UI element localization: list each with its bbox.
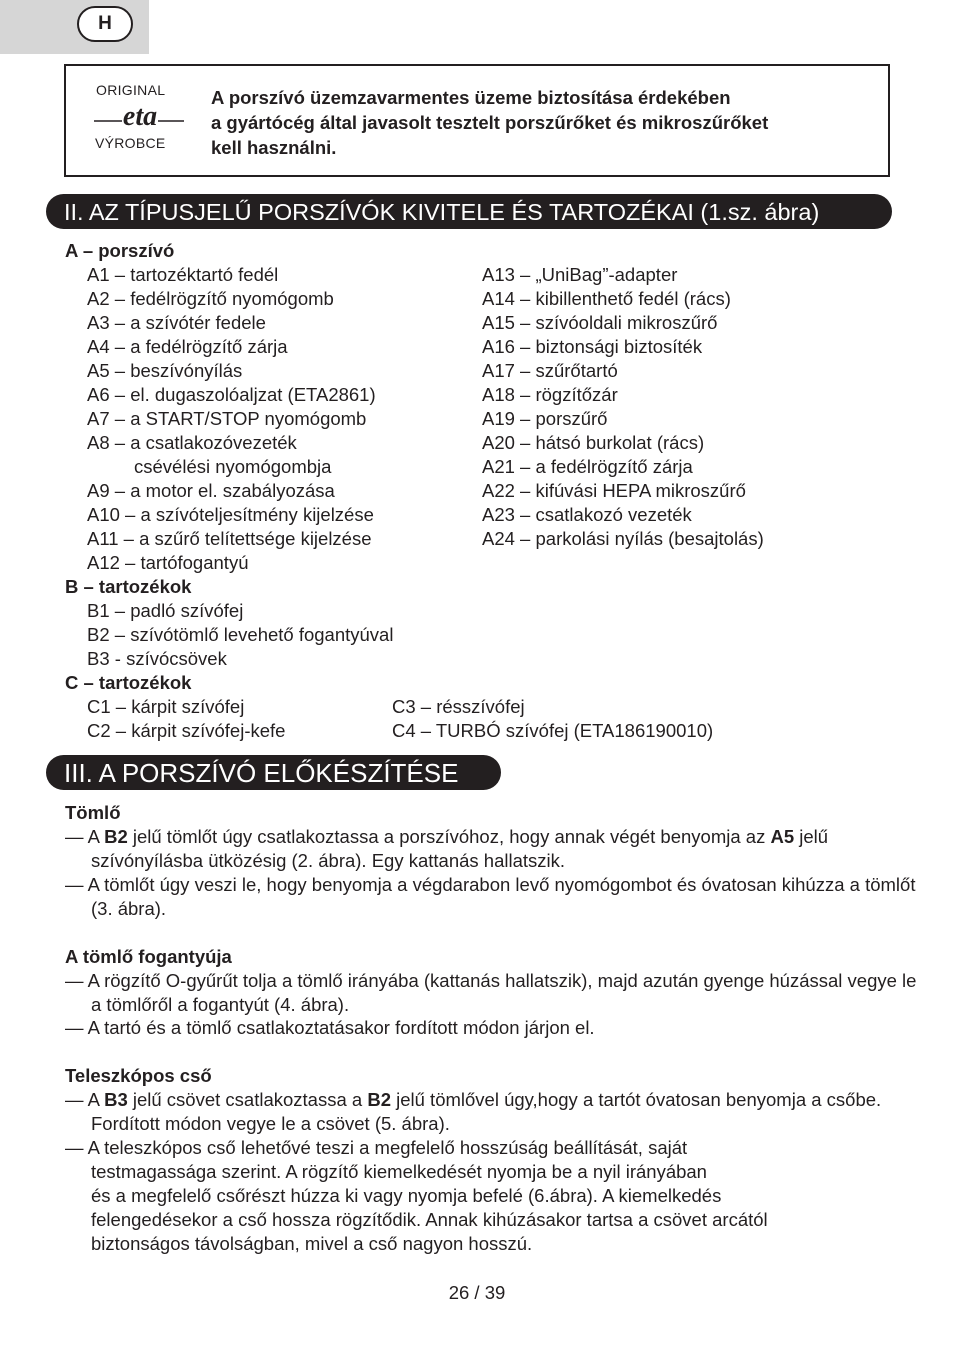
list-item: A2 – fedélrögzítő nyomógomb (87, 288, 334, 309)
list-item: A16 – biztonsági biztosíték (482, 336, 703, 357)
section-3-title: III. A PORSZÍVÓ ELŐKÉSZÍTÉSE (46, 755, 501, 790)
group-b-heading: B – tartozékok (65, 576, 192, 597)
list-item: A1 – tartozéktartó fedél (87, 264, 279, 285)
teleszkopos-heading: Teleszkópos cső (65, 1065, 212, 1086)
list-item: A19 – porszűrő (482, 408, 608, 429)
paragraph-line: biztonságos távolságban, mivel a cső nagyon hosszú. (91, 1233, 533, 1254)
notice-line: a gyártócég által javasolt tesztelt porszűrőket és mikroszűrőket (211, 112, 769, 133)
notice-text (211, 85, 871, 160)
group-c-heading: C – tartozékok (65, 672, 192, 693)
tomlo-heading: Tömlő (65, 802, 121, 823)
logo-vyrobce-text: VÝROBCE (95, 135, 166, 151)
section-2-title: II. AZ TÍPUSJELŰ PORSZÍVÓK KIVITELE ÉS TARTOZÉKAI (1.sz. ábra) (46, 194, 892, 229)
list-item: A12 – tartófogantyú (87, 552, 249, 573)
page-number: 26 / 39 (448, 1282, 506, 1303)
paragraph-line: — A teleszkópos cső lehetővé teszi a megfelelő hosszúság beállítását, saját (65, 1137, 688, 1158)
list-item: A22 – kifúvási HEPA mikroszűrő (482, 480, 746, 501)
list-item: A20 – hátsó burkolat (rács) (482, 432, 705, 453)
list-item: A9 – a motor el. szabályozása (87, 480, 335, 501)
list-item: C3 – résszívófej (392, 696, 525, 717)
logo-original-text: ORIGINAL (96, 82, 166, 98)
list-item: C1 – kárpit szívófej (87, 696, 245, 717)
list-item: A18 – rögzítőzár (482, 384, 618, 405)
list-item: B2 – szívótömlő levehető fogantyúval (87, 624, 394, 645)
list-item: C2 – kárpit szívófej-kefe (87, 720, 286, 741)
notice-box (64, 64, 890, 177)
list-item: A15 – szívóoldali mikroszűrő (482, 312, 718, 333)
list-item: A24 – parkolási nyílás (besajtolás) (482, 528, 764, 549)
language-tab (0, 0, 149, 54)
group-a-heading: A – porszívó (65, 240, 175, 261)
fogantyu-paragraph-2: — A tartó és a tömlő csatlakoztatásakor fordított módon járjon el. (65, 1017, 595, 1038)
language-badge: H (77, 6, 133, 42)
list-item: A14 – kibillenthető fedél (rács) (482, 288, 731, 309)
list-item: A13 – „UniBag”-adapter (482, 264, 678, 285)
teleszkopos-paragraph-1: — A B3 jelű csövet csatlakoztassa a B2 jelű tömlővel úgy,hogy a tartót óvatosan benyomja a csőbe. Fordított módon vegye le a csövet (5. ábra). (65, 1089, 882, 1134)
list-item: A10 – a szívóteljesítmény kijelzése (87, 504, 374, 525)
list-item: A11 – a szűrő telítettsége kijelzése (87, 528, 372, 549)
list-item: A21 – a fedélrögzítő zárja (482, 456, 693, 477)
list-item: A7 – a START/STOP nyomógomb (87, 408, 367, 429)
paragraph-line: és a megfelelő csőrészt húzza ki vagy nyomja befelé (6.ábra). A kiemelkedés (91, 1185, 722, 1206)
paragraph-line: felengedésekor a cső hossza rögzítődik. Annak kihúzásakor tartsa a csövet arcától (91, 1209, 768, 1230)
list-item-continuation: csévélési nyomógombja (134, 456, 332, 477)
list-item: A5 – beszívónyílás (87, 360, 243, 381)
fogantyu-heading: A tömlő fogantyúja (65, 946, 232, 967)
notice-line: kell használni. (211, 137, 337, 158)
tomlo-paragraph-2: — A tömlőt úgy veszi le, hogy benyomja a végdarabon levő nyomógombot és óvatosan kihúzza a tömlőt (3. ábra). (65, 874, 916, 919)
list-item: C4 – TURBÓ szívófej (ETA186190010) (392, 720, 714, 741)
list-item: A8 – a csatlakozóvezeték (87, 432, 297, 453)
list-item: A4 – a fedélrögzítő zárja (87, 336, 288, 357)
tomlo-paragraph-1: — A B2 jelű tömlőt úgy csatlakoztassa a porszívóhoz, hogy annak végét benyomja az A5 jelű szívónyílásba ütközésig (2. ábra). Egy kattanás hallatszik. (65, 826, 829, 871)
paragraph-line: testmagassága szerint. A rögzítő kiemelkedését nyomja be a nyil irányában (91, 1161, 707, 1182)
list-item: B3 - szívócsövek (87, 648, 227, 669)
eta-logo-mark (92, 100, 188, 134)
list-item: B1 – padló szívófej (87, 600, 244, 621)
list-item: A3 – a szívótér fedele (87, 312, 266, 333)
list-item: A6 – el. dugaszolóaljzat (ETA2861) (87, 384, 376, 405)
fogantyu-paragraph-1: — A rögzítő O-gyűrűt tolja a tömlő irányába (kattanás hallatszik), majd azután gyenge húzással vegye le a tömlőről a fogantyút (4. ábra). (65, 970, 917, 1015)
logo-mark-text: eta (122, 101, 158, 132)
list-item: A17 – szűrőtartó (482, 360, 618, 381)
list-item: A23 – csatlakozó vezeték (482, 504, 692, 525)
notice-line: A porszívó üzemzavarmentes üzeme biztosítása érdekében (211, 87, 731, 108)
